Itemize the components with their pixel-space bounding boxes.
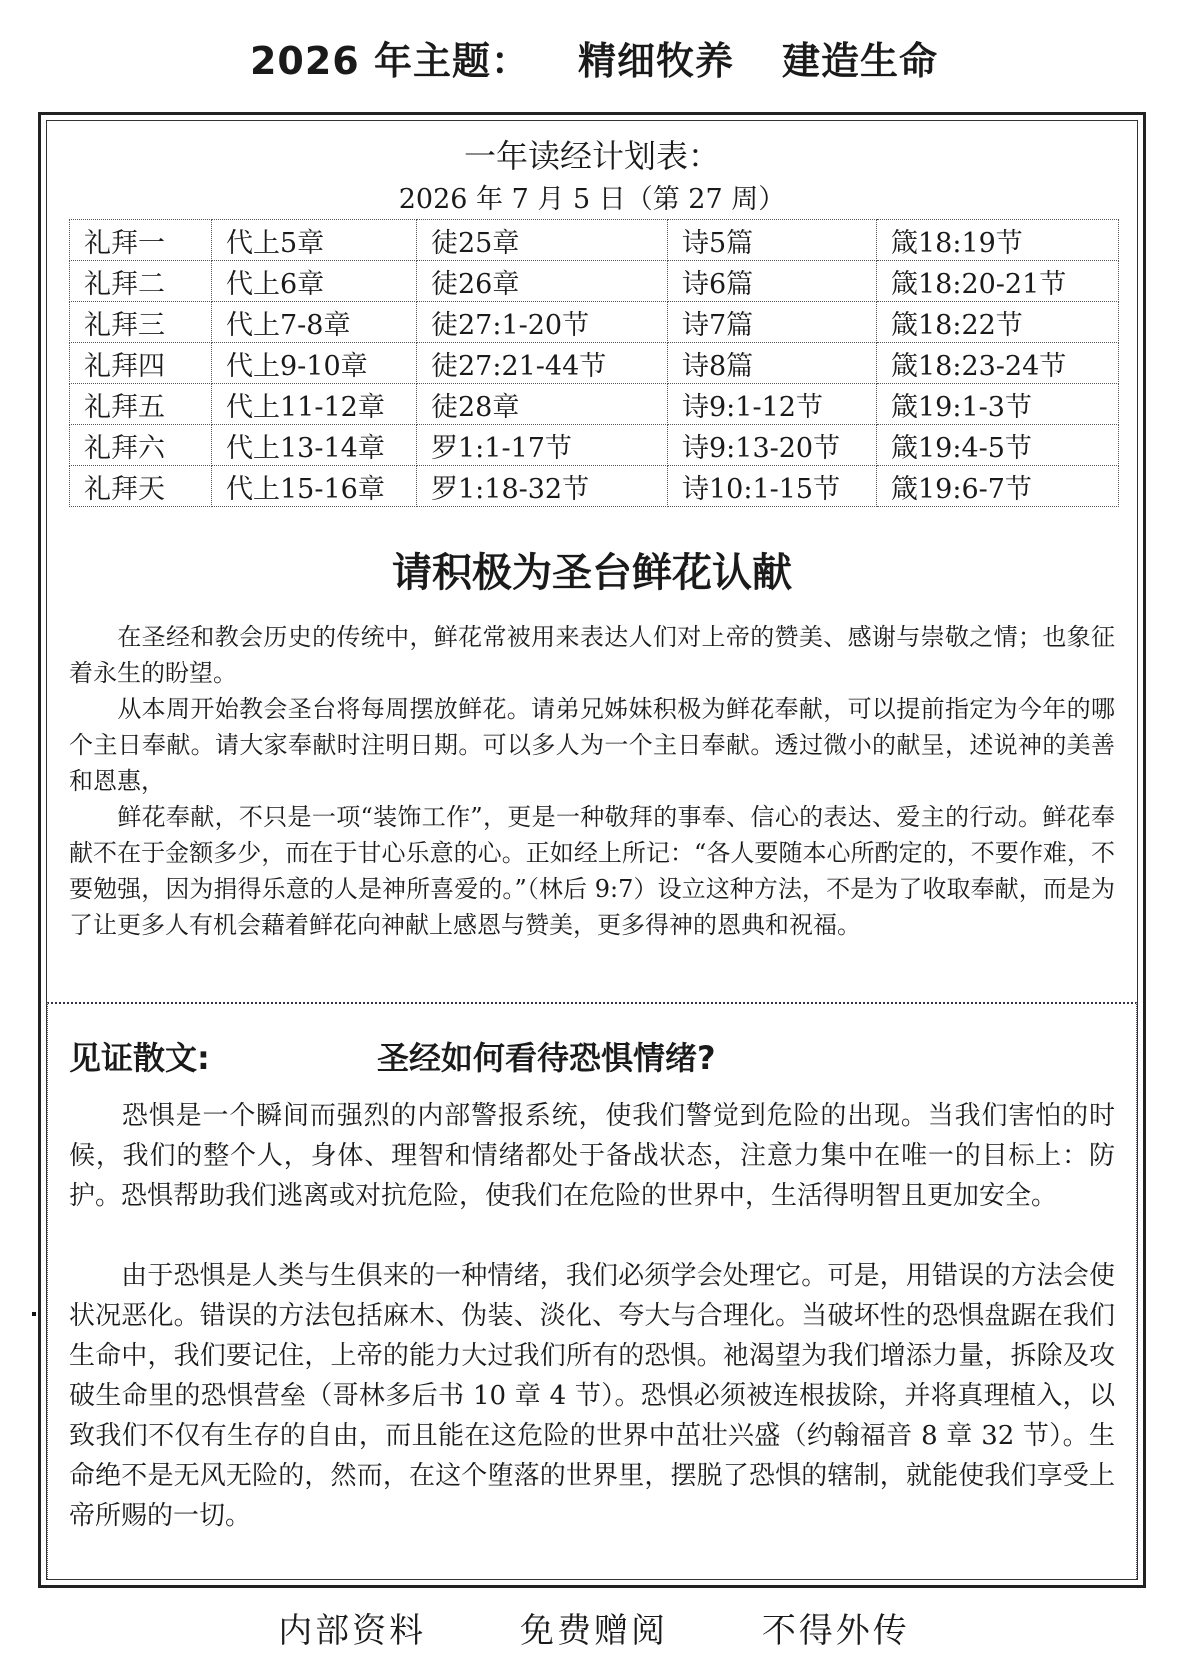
reading-cell: 代上11-12章 bbox=[212, 384, 417, 425]
reading-cell: 代上5章 bbox=[212, 220, 417, 261]
footer-free: 免费赠阅 bbox=[520, 1611, 668, 1651]
reading-cell: 代上13-14章 bbox=[212, 425, 417, 466]
reading-cell: 徒28章 bbox=[417, 384, 668, 425]
table-row bbox=[70, 425, 1119, 466]
reading-cell: 箴19:6-7节 bbox=[877, 466, 1119, 507]
reading-cell: 代上15-16章 bbox=[212, 466, 417, 507]
footer-notice bbox=[0, 1603, 1188, 1652]
margin-dot bbox=[32, 1312, 36, 1316]
reading-cell: 罗1:18-32节 bbox=[417, 466, 668, 507]
reading-plan-date: 2026 年 7 月 5 日（第 27 周） bbox=[398, 184, 786, 215]
day-cell: 礼拜六 bbox=[70, 425, 212, 466]
reading-cell: 徒25章 bbox=[417, 220, 668, 261]
theme-prefix: 2026 年主题： bbox=[249, 39, 530, 83]
flower-paragraph-2: 从本周开始教会圣台将每周摆放鲜花。请弟兄姊妹积极为鲜花奉献，可以提前指定为今年的哪个主日奉献。请大家奉献时注明日期。可以多人为一个主日奉献。透过微小的献呈，述说神的美善和恩惠， bbox=[69, 695, 1115, 795]
reading-cell: 诗9:1-12节 bbox=[668, 384, 877, 425]
reading-cell: 徒27:1-20节 bbox=[417, 302, 668, 343]
reading-plan-table bbox=[69, 219, 1119, 507]
reading-cell: 徒27:21-44节 bbox=[417, 343, 668, 384]
flower-paragraph-3: 鲜花奉献，不只是一项“装饰工作”，更是一种敬拜的事奉、信心的表达、爱主的行动。鲜花奉献不在于金额多少，而在于甘心乐意的心。正如经上所记：“各人要随本心所酌定的，不要作难，不要勉强，因为捐得乐意的人是神所喜爱的。”（林后 9:7）设立这种方法，不是为了收取奉献，而是为了让更多人有机会藉着鲜花向神献上感恩与赞美，更多得神的恩典和祝福。 bbox=[69, 803, 1115, 939]
table-row bbox=[70, 384, 1119, 425]
reading-cell: 罗1:1-17节 bbox=[417, 425, 668, 466]
flower-paragraph-1: 在圣经和教会历史的传统中，鲜花常被用来表达人们对上帝的赞美、感谢与崇敬之情；也象征着永生的盼望。 bbox=[69, 623, 1115, 687]
day-cell: 礼拜一 bbox=[70, 220, 212, 261]
reading-cell: 诗7篇 bbox=[668, 302, 877, 343]
testimony-paragraph-2: 由于恐惧是人类与生俱来的一种情绪，我们必须学会处理它。可是，用错误的方法会使状况恶化。错误的方法包括麻木、伪装、淡化、夸大与合理化。当破坏性的恐惧盘踞在我们生命中，我们要记住，上帝的能力大过我们所有的恐惧。祂渴望为我们增添力量，拆除及攻破生命里的恐惧营垒（哥林多后书 10 章 4 节）。恐惧必须被连根拔除，并将真理植入，以致我们不仅有生存的自由，而且能在这危险的世界中茁壮兴盛（约翰福音 8 章 32 节）。生命绝不是无风无险的，然而，在这个堕落的世界里，摆脱了恐惧的辖制，就能使我们享受上帝所赐的一切。 bbox=[69, 1261, 1115, 1531]
reading-cell: 箴19:1-3节 bbox=[877, 384, 1119, 425]
table-row bbox=[70, 220, 1119, 261]
theme-title bbox=[0, 30, 1188, 85]
table-row bbox=[70, 466, 1119, 507]
reading-cell: 诗10:1-15节 bbox=[668, 466, 877, 507]
bulletin-frame bbox=[38, 112, 1146, 1588]
day-cell: 礼拜四 bbox=[70, 343, 212, 384]
reading-plan-title: 一年读经计划表： bbox=[463, 137, 720, 175]
footer-internal: 内部资料 bbox=[278, 1611, 427, 1651]
theme-phrase-2: 建造生命 bbox=[782, 39, 939, 83]
reading-cell: 箴19:4-5节 bbox=[877, 425, 1119, 466]
reading-cell: 箴18:20-21节 bbox=[877, 261, 1119, 302]
reading-cell: 徒26章 bbox=[417, 261, 668, 302]
reading-cell: 箴18:23-24节 bbox=[877, 343, 1119, 384]
reading-cell: 诗5篇 bbox=[668, 220, 877, 261]
reading-cell: 代上7-8章 bbox=[212, 302, 417, 343]
reading-cell: 诗8篇 bbox=[668, 343, 877, 384]
day-cell: 礼拜三 bbox=[70, 302, 212, 343]
testimony-paragraph-1: 恐惧是一个瞬间而强烈的内部警报系统，使我们警觉到危险的出现。当我们害怕的时候，我们的整个人，身体、理智和情绪都处于备战状态，注意力集中在唯一的目标上：防护。恐惧帮助我们逃离或对抗危险，使我们在危险的世界中，生活得明智且更加安全。 bbox=[69, 1101, 1115, 1211]
reading-cell: 代上9-10章 bbox=[212, 343, 417, 384]
day-cell: 礼拜天 bbox=[70, 466, 212, 507]
flower-offering-title: 请积极为圣台鲜花认献 bbox=[392, 550, 792, 596]
testimony-title: 圣经如何看待恐惧情绪? bbox=[377, 1039, 716, 1077]
day-cell: 礼拜五 bbox=[70, 384, 212, 425]
table-row bbox=[70, 261, 1119, 302]
footer-no-distribution: 不得外传 bbox=[761, 1611, 910, 1651]
reading-cell: 诗9:13-20节 bbox=[668, 425, 877, 466]
table-row bbox=[70, 343, 1119, 384]
bulletin-inner bbox=[46, 120, 1138, 1580]
reading-cell: 诗6篇 bbox=[668, 261, 877, 302]
theme-phrase-1: 精细牧养 bbox=[577, 39, 734, 83]
reading-cell: 箴18:22节 bbox=[877, 302, 1119, 343]
table-row bbox=[70, 302, 1119, 343]
reading-cell: 箴18:19节 bbox=[877, 220, 1119, 261]
day-cell: 礼拜二 bbox=[70, 261, 212, 302]
testimony-label: 见证散文: bbox=[69, 1039, 210, 1077]
reading-cell: 代上6章 bbox=[212, 261, 417, 302]
